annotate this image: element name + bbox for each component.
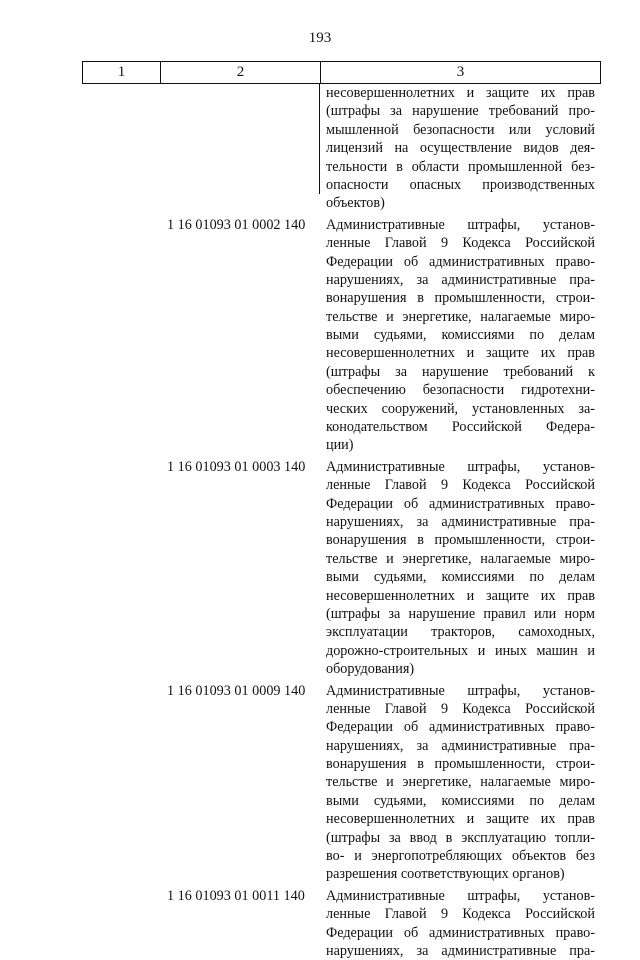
description-line: ленные Главой 9 Кодекса Российской [326,477,595,494]
classification-code: 1 16 01093 01 0009 140 [167,682,306,699]
description-line: обеспечению безопасности гидротехни- [326,382,595,399]
entry-description [326,216,595,455]
description-line: (штрафы за нарушение правил или норм [326,605,595,622]
description-line: тельстве и энергетике, налагаемые миро- [326,774,595,791]
description-line: (штрафы за нарушение требований к [326,363,595,380]
header-col-1: 1 [83,62,161,83]
table-body [0,84,640,960]
classification-code: 1 16 01093 01 0011 140 [167,887,305,904]
description-line: оборудования) [326,661,415,678]
description-line: (штрафы за ввод в эксплуатацию топли- [326,829,595,846]
header-col-2: 2 [161,62,321,83]
description-line: Административные штрафы, установ- [326,887,595,904]
table-header-row [82,61,601,84]
table-row [0,682,640,884]
description-line: вонарушения в промышленности, строи- [326,290,595,307]
description-line: тельности в области промышленной без- [326,158,595,175]
description-line: Федерации об административных право- [326,924,595,941]
description-line: тельстве и энергетике, налагаемые миро- [326,550,595,567]
description-line: эксплуатации тракторов, самоходных, [326,624,595,641]
table-row [0,216,640,455]
entry-description [326,887,595,960]
description-line: опасности опасных производственных [326,176,595,193]
description-line: Административные штрафы, установ- [326,216,595,233]
description-line: ции) [326,437,354,454]
description-line: вонарушения в промышленности, строи- [326,532,595,549]
description-line: дорожно-строительных и иных машин и [326,642,595,659]
description-line: несовершеннолетних и защите их прав [326,811,595,828]
description-line: тельстве и энергетике, налагаемые миро- [326,308,595,325]
classification-code: 1 16 01093 01 0003 140 [167,458,306,475]
description-line: нарушениях, за административные пра- [326,513,595,530]
description-line: объектов) [326,195,385,212]
description-line: Административные штрафы, установ- [326,458,595,475]
description-line: Федерации об административных право- [326,495,595,512]
description-line: несовершеннолетних и защите их прав [326,345,595,362]
description-line: выми судьями, комиссиями по делам [326,569,595,586]
description-line: разрешения соответствующих органов) [326,866,565,883]
description-line: ленные Главой 9 Кодекса Российской [326,700,595,717]
table-row [0,84,640,213]
description-line: выми судьями, комиссиями по делам [326,327,595,344]
entry-description [326,682,595,884]
description-line: ленные Главой 9 Кодекса Российской [326,906,595,923]
description-line: мышленной безопасности или условий [326,121,595,138]
description-line: выми судьями, комиссиями по делам [326,792,595,809]
description-line: (штрафы за нарушение требований про- [326,103,595,120]
description-line: Федерации об административных право- [326,253,595,270]
header-col-3: 3 [456,64,465,80]
description-line: нарушениях, за административные пра- [326,942,595,959]
description-line: ленные Главой 9 Кодекса Российской [326,235,595,252]
description-line: ческих сооружений, установленных за- [326,400,595,417]
entry-description [326,458,595,679]
entry-description [326,84,595,213]
description-line: нарушениях, за административные пра- [326,737,595,754]
description-line: во- и энергопотребляющих объектов без [326,848,595,865]
description-line: несовершеннолетних и защите их прав [326,85,595,101]
table-row [0,458,640,679]
description-line: нарушениях, за административные пра- [326,271,595,288]
description-line: Административные штрафы, установ- [326,682,595,699]
description-line: лицензий на осуществление видов дея- [326,140,595,157]
page-number: 193 [308,30,332,46]
description-line: вонарушения в промышленности, строи- [326,756,595,773]
table-row [0,887,640,960]
classification-code: 1 16 01093 01 0002 140 [167,216,306,233]
description-line: несовершеннолетних и защите их прав [326,587,595,604]
description-line: Федерации об административных право- [326,719,595,736]
description-line: конодательством Российской Федера- [326,419,595,436]
